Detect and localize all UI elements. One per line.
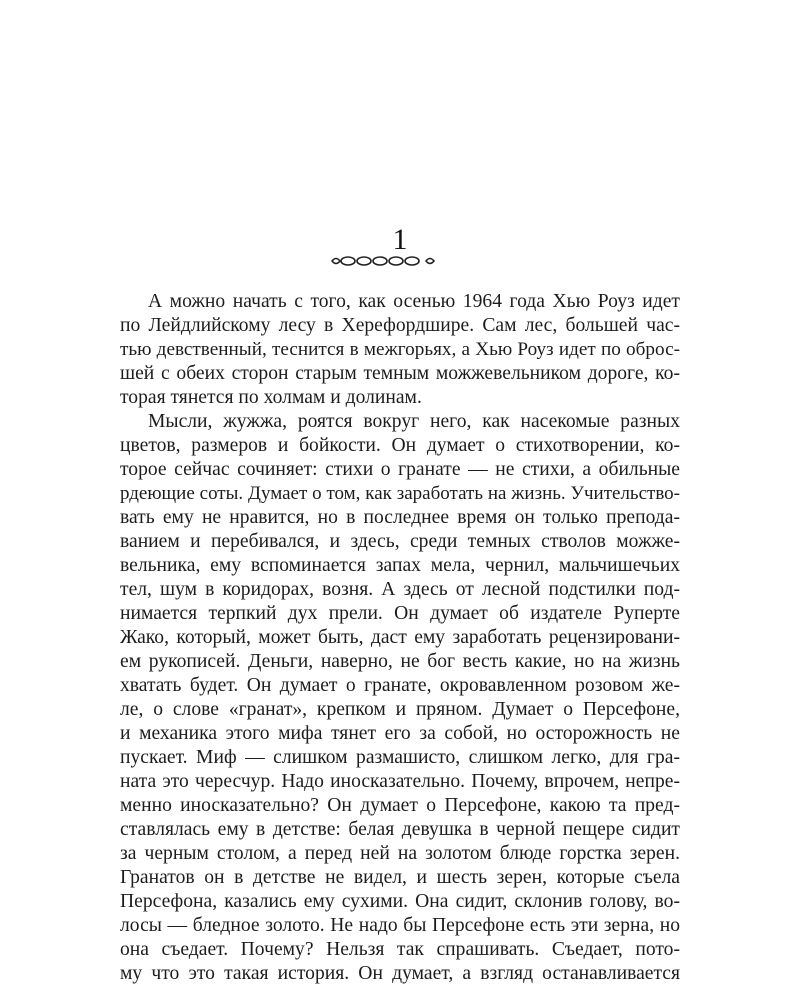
paragraph-2-line-12: хватать будет. Он думает о гранате, окровавленном розовом же- — [120, 675, 680, 696]
paragraph-2-line-14: и механика этого мифа тянет его за собой, но осторожность не — [120, 723, 680, 744]
paragraph-2-line-2: цветов, размеров и бойкости. Он думает о стихотворении, ко- — [120, 435, 680, 456]
paragraph-2-line-8: тел, шум в коридорах, возня. А здесь от лесной подстилки под- — [120, 579, 680, 600]
paragraph-2-line-3: торое сейчас сочиняет: стихи о гранате — не стихи, а обильные — [120, 459, 680, 480]
paragraph-2-line-23: она съедает. Почему? Нельзя так спрашивать. Съедает, пото- — [120, 939, 680, 960]
paragraph-2-line-18: ставлялась ему в детстве: белая девушка в черной пещере сидит — [120, 819, 680, 840]
paragraph-2-line-19: за черным столом, а перед ней на золотом блюде горстка зерен. — [120, 843, 680, 864]
paragraph-1-line-3: тью девственный, теснится в межгорьях, а Хью Роуз идет по оброс- — [120, 339, 680, 360]
paragraph-2-line-5: вать ему не нравится, но в последнее время он только препода- — [120, 507, 680, 528]
paragraph-2-line-13: ле, о слове «гранат», крепком и пряном. Думает о Персефоне, — [120, 699, 680, 720]
paragraph-2-line-11: ем рукописей. Деньги, наверно, не бог весть какие, но на жизнь — [120, 651, 680, 672]
paragraph-2-line-22: лосы — бледное золото. Не надо бы Персефоне есть эти зерна, но — [120, 915, 680, 936]
paragraph-2-line-20: Гранатов он в детстве не видел, и шесть зерен, которые съела — [120, 867, 680, 888]
paragraph-2-line-9: нимается терпкий дух прели. Он думает об издателе Руперте — [120, 603, 680, 624]
paragraph-2-line-6: ванием и перебивался, и здесь, среди темных стволов можже- — [120, 531, 680, 552]
paragraph-1-line-1: А можно начать с того, как осенью 1964 года Хью Роуз идет — [148, 291, 680, 312]
paragraph-2-line-15: пускает. Миф — слишком размашисто, слишком легко, для гра- — [120, 747, 680, 768]
chapter-ornament — [330, 254, 436, 268]
paragraph-2-line-24: му что это такая история. Он думает, а взгляд останавливается — [120, 963, 680, 984]
paragraph-2-line-7: вельника, ему вспоминается запах мела, чернил, мальчишечьих — [120, 555, 680, 576]
paragraph-1-line-4: шей с обеих сторон старым темным можжевельником дороге, ко- — [120, 363, 680, 384]
paragraph-2-line-4: рдеющие соты. Думает о том, как заработать на жизнь. Учительство- — [120, 483, 680, 504]
paragraph-2-line-17: менно иносказательно? Он думает о Персефоне, какою та пред- — [120, 795, 680, 816]
paragraph-1-line-2: по Лейдлийскому лесу в Херефордшире. Сам лес, большей час- — [120, 315, 680, 336]
paragraph-2-line-10: Жако, который, может быть, даст ему заработать рецензировани- — [120, 627, 680, 648]
paragraph-1-line-5: торая тянется по холмам и долинам. — [120, 387, 422, 408]
chapter-number: 1 — [392, 223, 408, 256]
paragraph-2-line-21: Персефона, казались ему сухими. Она сидит, склонив голову, во- — [120, 891, 680, 912]
paragraph-2-line-1: Мысли, жужжа, роятся вокруг него, как насекомые разных — [148, 411, 680, 432]
paragraph-2-line-16: ната это чересчур. Надо иносказательно. Почему, впрочем, непре- — [120, 771, 680, 792]
